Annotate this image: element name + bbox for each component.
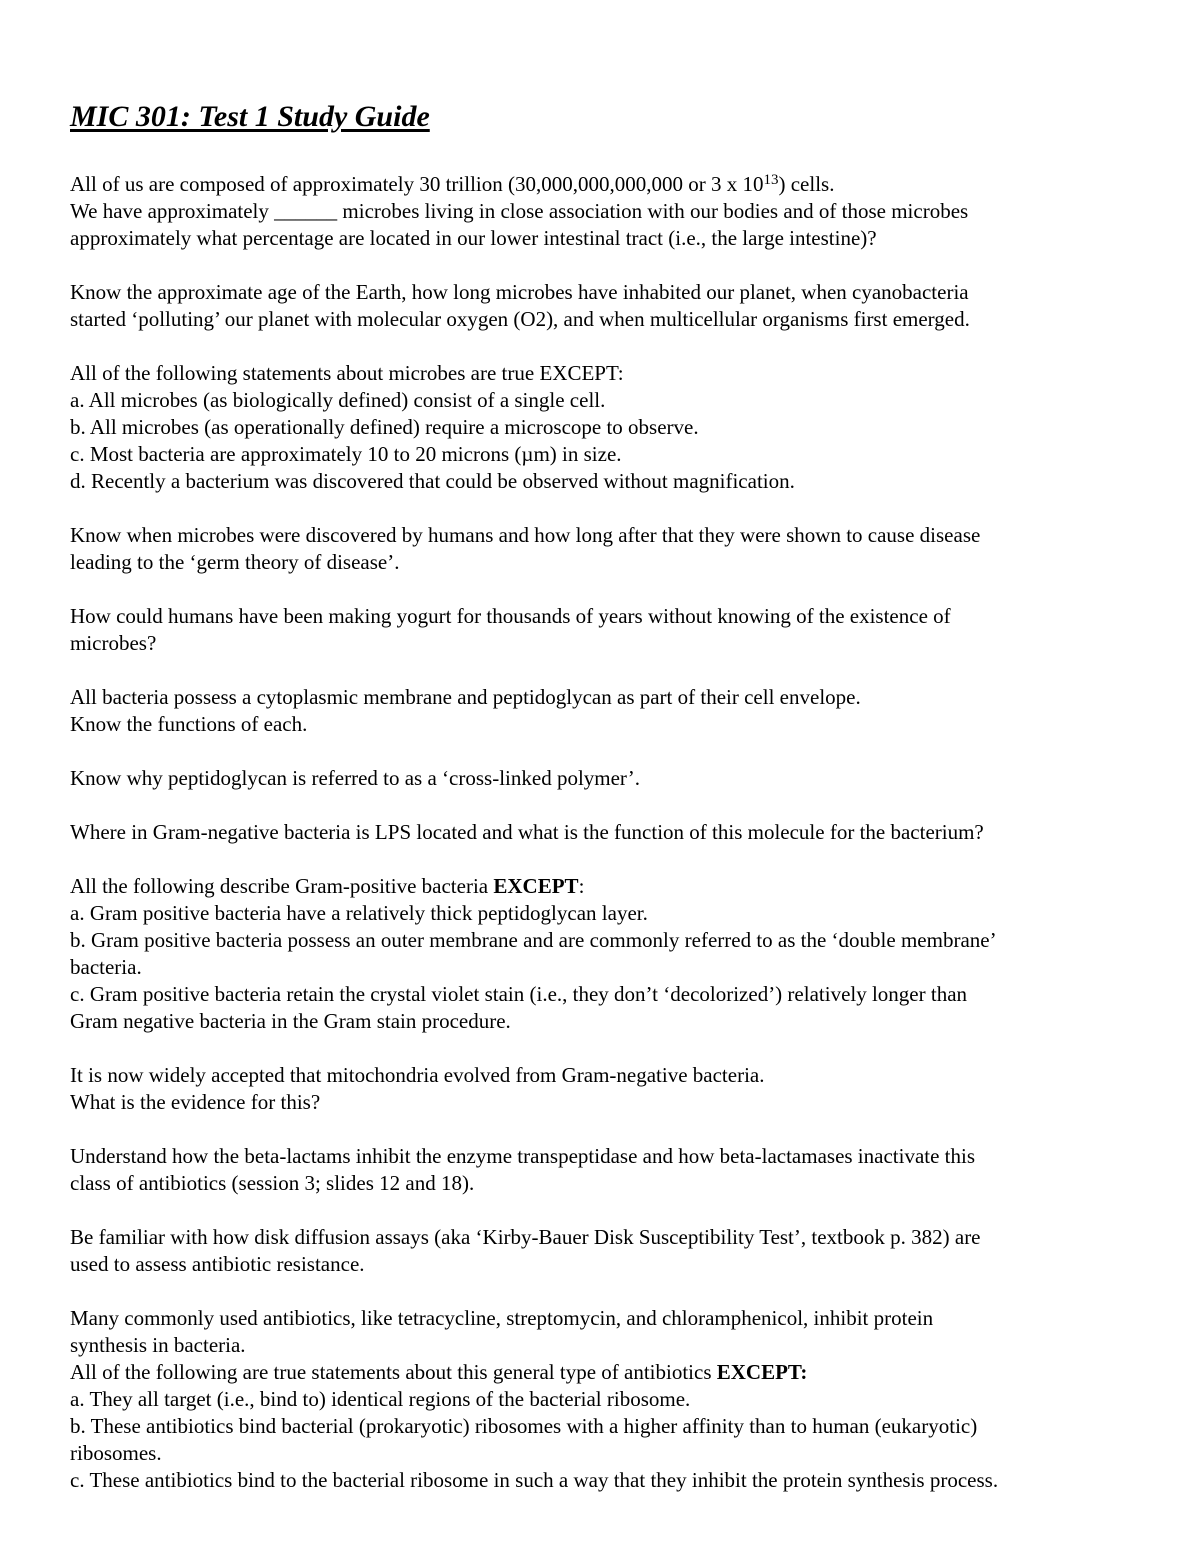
paragraph-yogurt xyxy=(70,603,1120,657)
page-title: MIC 301: Test 1 Study Guide xyxy=(70,100,430,133)
text-line: Know when microbes were discovered by humans and how long after that they were shown to cause disease xyxy=(70,523,981,547)
emphasis: EXCEPT: xyxy=(716,1360,808,1384)
answer-option: b. All microbes (as operationally defined) require a microscope to observe. xyxy=(70,415,699,439)
answer-option: c. These antibiotics bind to the bacterial ribosome in such a way that they inhibit the protein synthesis process. xyxy=(70,1468,999,1492)
text-line: started ‘polluting’ our planet with molecular oxygen (O2), and when multicellular organisms first emerged. xyxy=(70,307,970,331)
text-line: What is the evidence for this? xyxy=(70,1090,321,1114)
paragraph-mitochondria xyxy=(70,1062,1120,1116)
text-line xyxy=(70,171,1120,198)
question-gram-positive xyxy=(70,873,1120,1035)
text-line: Many commonly used antibiotics, like tetracycline, streptomycin, and chloramphenicol, inhibit protein xyxy=(70,1306,934,1330)
text-line: used to assess antibiotic resistance. xyxy=(70,1252,365,1276)
answer-option: a. Gram positive bacteria have a relatively thick peptidoglycan layer. xyxy=(70,901,648,925)
question-stem xyxy=(70,873,1120,900)
text-span: : xyxy=(578,874,585,898)
question-microbes xyxy=(70,360,1120,495)
text-line: All bacteria possess a cytoplasmic membrane and peptidoglycan as part of their cell envelope. xyxy=(70,685,861,709)
answer-option-continued: ribosomes. xyxy=(70,1441,162,1465)
text-line: class of antibiotics (session 3; slides 12 and 18). xyxy=(70,1171,475,1195)
paragraph-cross-linked xyxy=(70,765,1120,792)
text-line: leading to the ‘germ theory of disease’. xyxy=(70,550,400,574)
answer-option: a. They all target (i.e., bind to) identical regions of the bacterial ribosome. xyxy=(70,1387,691,1411)
question-stem xyxy=(70,1359,1120,1386)
text-span: All of us are composed of approximately 30 trillion (30,000,000,000,000 or 3 x 10 xyxy=(70,172,764,196)
text-line: How could humans have been making yogurt for thousands of years without knowing of the existence of xyxy=(70,604,951,628)
answer-option-continued: bacteria. xyxy=(70,955,142,979)
text-span: All the following describe Gram-positive bacteria xyxy=(70,874,494,898)
paragraph-lps xyxy=(70,819,1120,846)
paragraph-beta-lactams xyxy=(70,1143,1120,1197)
answer-option: b. Gram positive bacteria possess an outer membrane and are commonly referred to as the ‘double membrane’ xyxy=(70,928,997,952)
text-line: Know the approximate age of the Earth, how long microbes have inhabited our planet, when cyanobacteria xyxy=(70,280,969,304)
text-line: approximately what percentage are located in our lower intestinal tract (i.e., the large intestine)? xyxy=(70,226,877,250)
text-span: All of the following are true statements about this general type of antibiotics xyxy=(70,1360,717,1384)
exponent: 13 xyxy=(763,172,779,188)
text-line: Know why peptidoglycan is referred to as a ‘cross-linked polymer’. xyxy=(70,766,640,790)
emphasis: EXCEPT xyxy=(493,874,579,898)
answer-option: a. All microbes (as biologically defined) consist of a single cell. xyxy=(70,388,606,412)
answer-option: c. Most bacteria are approximately 10 to 20 microns (µm) in size. xyxy=(70,442,622,466)
text-line: synthesis in bacteria. xyxy=(70,1333,246,1357)
text-line: We have approximately ______ microbes living in close association with our bodies and of those microbes xyxy=(70,199,969,223)
text-span: ) cells. xyxy=(778,172,835,196)
answer-option: c. Gram positive bacteria retain the crystal violet stain (i.e., they don’t ‘decolorized’) relatively longer than xyxy=(70,982,968,1006)
text-line: Understand how the beta-lactams inhibit the enzyme transpeptidase and how beta-lactamases inactivate this xyxy=(70,1144,976,1168)
text-line: It is now widely accepted that mitochondria evolved from Gram-negative bacteria. xyxy=(70,1063,765,1087)
text-line: Know the functions of each. xyxy=(70,712,308,736)
paragraph-germ-theory xyxy=(70,522,1120,576)
paragraph-cell-envelope xyxy=(70,684,1120,738)
answer-option: b. These antibiotics bind bacterial (prokaryotic) ribosomes with a higher affinity than to human (eukaryotic) xyxy=(70,1414,978,1438)
question-stem: All of the following statements about microbes are true EXCEPT: xyxy=(70,361,624,385)
paragraph-disk-diffusion xyxy=(70,1224,1120,1278)
paragraph-earth-age xyxy=(70,279,1120,333)
text-line: microbes? xyxy=(70,631,157,655)
question-antibiotics xyxy=(70,1305,1120,1494)
text-line: Where in Gram-negative bacteria is LPS located and what is the function of this molecule for the bacterium? xyxy=(70,820,984,844)
text-line: Be familiar with how disk diffusion assays (aka ‘Kirby-Bauer Disk Susceptibility Test’, textbook p. 382) are xyxy=(70,1225,981,1249)
answer-option-continued: Gram negative bacteria in the Gram stain procedure. xyxy=(70,1009,511,1033)
paragraph-cell-count xyxy=(70,171,1120,252)
answer-option: d. Recently a bacterium was discovered that could be observed without magnification. xyxy=(70,469,795,493)
